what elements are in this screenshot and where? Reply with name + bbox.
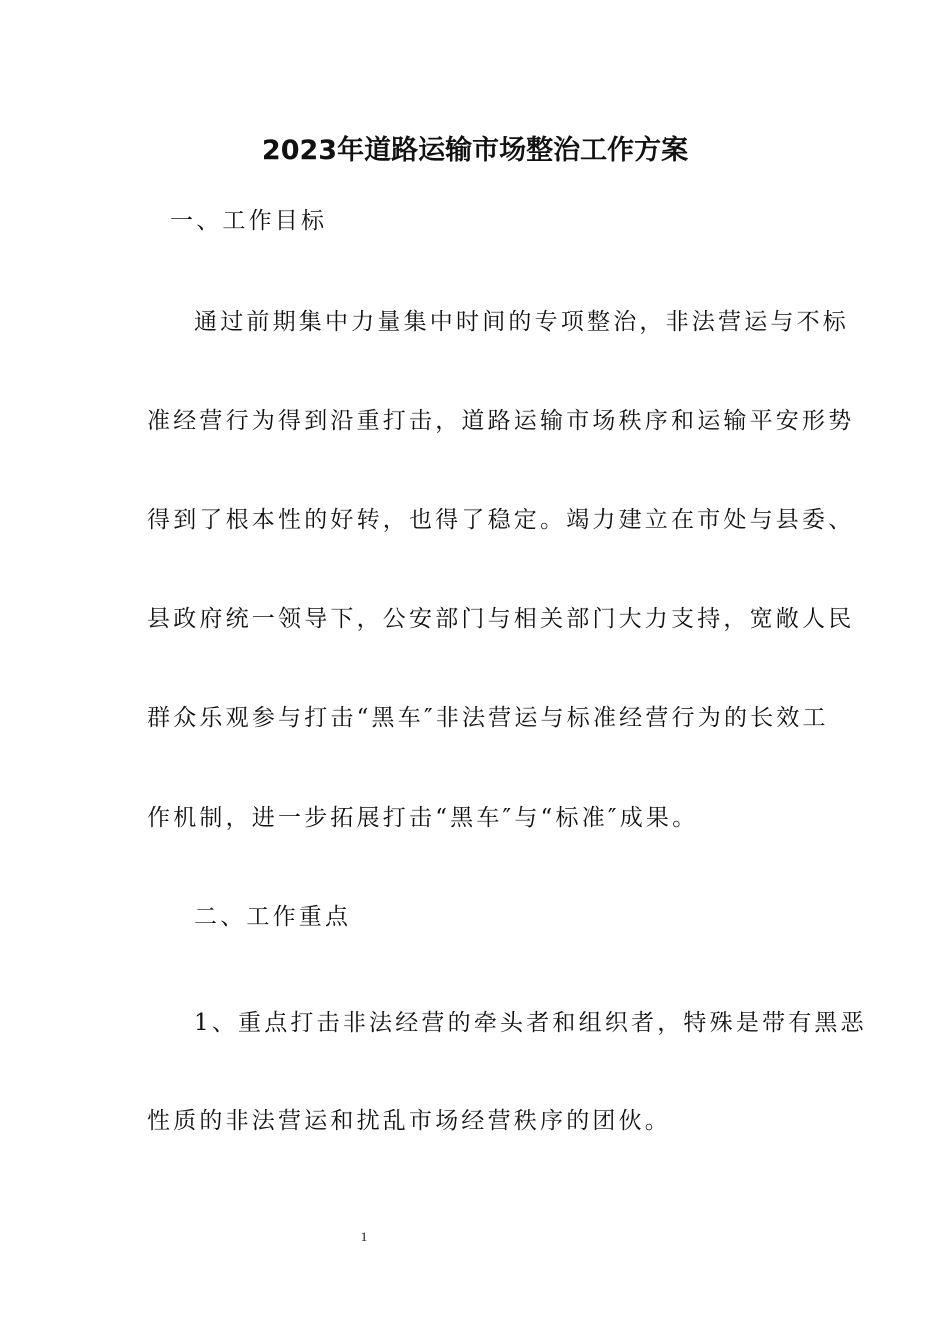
paragraph-line: 县政府统一领导下，公安部门与相关部门大力支持，宽敞人民: [147, 606, 855, 632]
paragraph-line: 得到了根本性的好转，也得了稳定。竭力建立在市处与县委、: [147, 507, 855, 533]
section-heading-focus: 二、工作重点: [194, 904, 352, 930]
document-title: 2023年道路运输市场整治工作方案: [261, 135, 689, 166]
section-heading-goals: 一、工作目标: [170, 208, 328, 234]
paragraph-line: 作机制，进一步拓展打击“黑车″与“标准″成果。: [147, 805, 699, 831]
paragraph-line: 性质的非法营运和扰乱市场经营秩序的团伙。: [147, 1108, 671, 1134]
paragraph-line: 1、重点打击非法经营的牵头者和组织者，特殊是带有黑恶: [194, 1010, 867, 1036]
paragraph-line: 群众乐观参与打击“黑车″非法营运与标准经营行为的长效工: [147, 705, 829, 731]
page-number: 1: [360, 1229, 368, 1244]
paragraph-line: 通过前期集中力量集中时间的专项整治，非法营运与不标: [194, 309, 849, 335]
paragraph-line: 准经营行为得到沿重打击，道路运输市场秩序和运输平安形势: [147, 408, 855, 434]
